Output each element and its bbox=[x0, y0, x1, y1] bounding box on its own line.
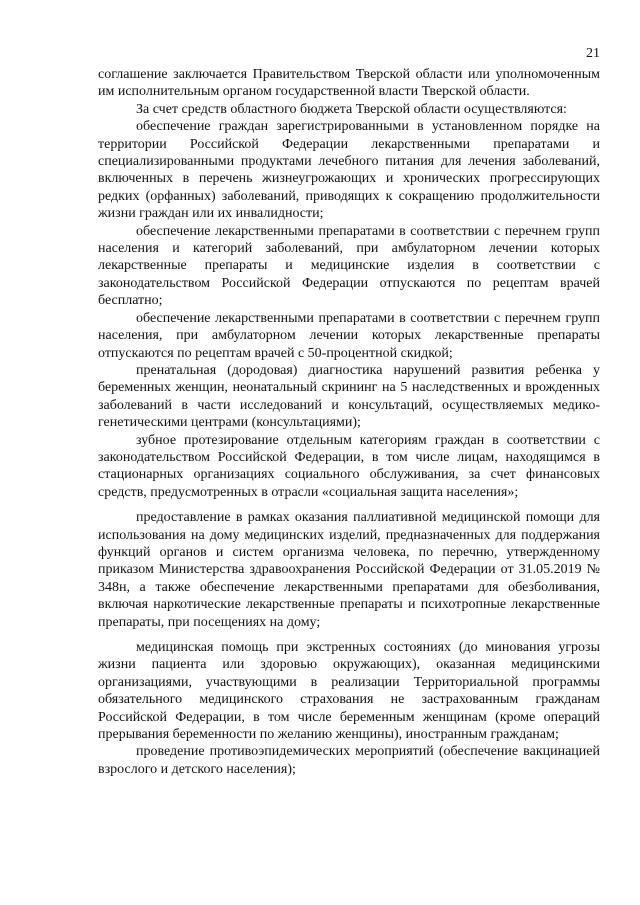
paragraph-orphan-diseases-drugs: обеспечение граждан зарегистрированными в установленном порядке на территории Российской Федерации лекарственными препаратами и специализированными продуктами лечебного питания для лечения заболеваний, включенных в перечень жизнеугрожающих и хронических прогрессирующих редких (орфанных) заболеваний, приводящих к сокращению продолжительности жизни граждан или их инвалидности; bbox=[98, 119, 600, 222]
paragraph-regional-budget-intro: За счет средств областного бюджета Тверской области осуществляются: bbox=[136, 101, 567, 117]
document-body bbox=[98, 66, 600, 778]
paragraph-palliative-care: предоставление в рамках оказания паллиативной медицинской помощи для использования на дому медицинских изделий, предназначенных для поддержания функций органов и систем организма человека, по перечню, утвержденному приказом Министерства здравоохранения Российской Федерации от 31.05.2019 № 348н, а также обеспечение лекарственными препаратами для обезболивания, включая наркотические лекарственные препараты и психотропные лекарственные препараты, при посещениях на дому; bbox=[98, 510, 600, 630]
paragraph-discount-prescriptions: обеспечение лекарственными препаратами в соответствии с перечнем групп населения, при амбулаторном лечении которых лекарственные препараты отпускаются по рецептам врачей с 50-процентной скидкой; bbox=[98, 310, 600, 361]
paragraph-free-prescriptions: обеспечение лекарственными препаратами в соответствии с перечнем групп населения и категорий заболеваний, при амбулаторном лечении которых лекарственные препараты и медицинские изделия в соответствии с законодательством Российской Федерации отпускаются по рецептам врачей бесплатно; bbox=[98, 223, 600, 309]
paragraph-emergency-care: медицинская помощь при экстренных состояниях (до минования угрозы жизни пациента или здоровью окружающих), оказанная медицинскими организациями, участвующими в реализации Территориальной программы обязательного медицинского страхования не застрахованным гражданам Российской Федерации, в том числе беременным женщинам (кроме операций прерывания беременности по желанию женщины), иностранным гражданам; bbox=[98, 640, 600, 743]
paragraph-anti-epidemic: проведение противоэпидемических мероприятий (обеспечение вакцинацией взрослого и детского населения); bbox=[98, 744, 600, 777]
paragraph-prenatal-diagnostics: пренатальная (дородовая) диагностика нарушений развития ребенка у беременных женщин, неонатальный скрининг на 5 наследственных и врожденных заболеваний в части исследований и консультаций, осуществляемых медико-генетическими центрами (консультациями); bbox=[98, 362, 600, 431]
page-number: 21 bbox=[586, 46, 600, 61]
paragraph-agreement: соглашение заключается Правительством Тверской области или уполномоченным им исполнительным органом государственной власти Тверской области. bbox=[98, 67, 600, 100]
paragraph-dental-prosthetics: зубное протезирование отдельным категориям граждан в соответствии с законодательством Российской Федерации, в том числе лицам, находящимся в стационарных организациях социального обслуживания, за счет финансовых средств, предусмотренных в отрасли «социальная защита населения»; bbox=[98, 432, 600, 500]
